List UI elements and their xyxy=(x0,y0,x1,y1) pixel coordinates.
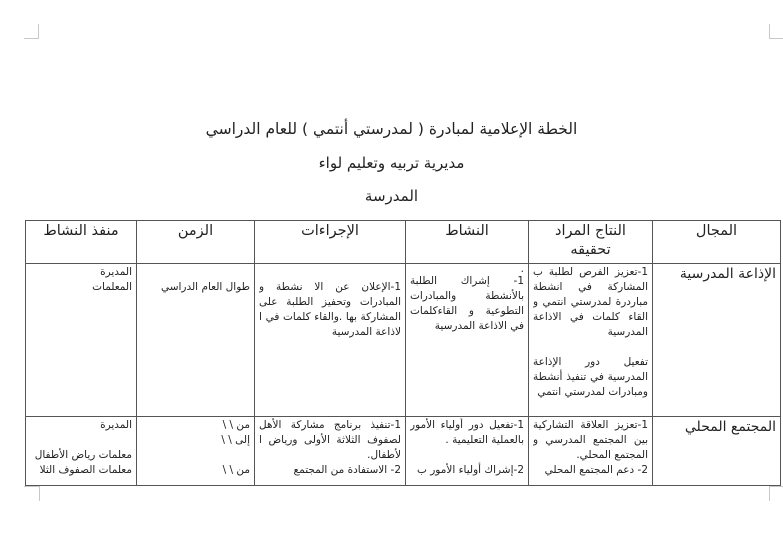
executor-cell xyxy=(26,417,137,486)
executor-text: معلمات رياض الأطفال xyxy=(34,449,132,461)
activity-text: 2-إشراك أولياء الأمور ب xyxy=(417,464,524,476)
executor-text: المعلمات xyxy=(92,281,132,293)
outcome-text: 1-تعزيز الفرص لطلبة ب المشاركة في انشطة مباردرة لمدرستي انتمي و القاء كلمات في الاذاعة المدرسية xyxy=(533,266,648,338)
time-text: إلى \ \ xyxy=(221,434,250,446)
field-cell xyxy=(653,264,781,417)
table-row xyxy=(26,264,781,417)
activity-text: 1-تفعيل دور أولياء الأمور بالعملية التعليمية . xyxy=(410,419,524,446)
procedure-cell xyxy=(255,417,406,486)
page-corner-mark xyxy=(24,486,40,501)
field-cell xyxy=(653,417,781,486)
school-label: المدرسة xyxy=(364,187,419,205)
outcome-cell xyxy=(529,264,653,417)
header-executor: منفذ النشاط xyxy=(26,221,137,264)
outcome-text: 2- دعم المجتمع المحلي xyxy=(544,464,648,476)
header-procedures: الإجراءات xyxy=(255,221,406,264)
header-activity: النشاط xyxy=(406,221,529,264)
field-text: الإذاعة المدرسية xyxy=(679,266,776,282)
page-corner-mark xyxy=(769,486,783,501)
outcome-text: 1-تعزيز العلاقة التشاركية بين المجتمع المدرسي و المجتمع المحلي. xyxy=(533,419,648,461)
outcome-cell xyxy=(529,417,653,486)
time-cell xyxy=(137,264,255,417)
procedure-text: 2- الاستفادة من المجتمع xyxy=(293,464,401,476)
page-corner-mark xyxy=(24,24,39,39)
activity-cell xyxy=(406,417,529,486)
table-row xyxy=(26,417,781,486)
executor-text: المديرة xyxy=(100,266,132,278)
activity-text: 1- إشراك الطلبة بالأنشطة والمبادرات التطوعية و القاءكلمات في الاذاعة المدرسية xyxy=(410,275,524,332)
page-corner-mark xyxy=(769,24,783,39)
media-plan-table xyxy=(25,220,781,486)
header-field: المجال xyxy=(653,221,781,264)
activity-marker: . xyxy=(520,265,524,275)
activity-cell xyxy=(406,264,529,417)
field-text: المجتمع المحلي xyxy=(684,419,776,435)
time-text: طوال العام الدراسي xyxy=(160,281,250,293)
procedure-cell xyxy=(255,264,406,417)
outcome-text: تفعيل دور الإذاعة المدرسية في تنفيذ أنشطة ومبادرات لمدرستي انتمي xyxy=(533,356,648,398)
executor-cell xyxy=(26,264,137,417)
time-text: من \ \ xyxy=(222,464,250,476)
procedure-text: 1-الإعلان عن الا نشطة و المبادرات وتحفيز الطلبة على المشاركة بها .والقاء كلمات في ا لاذاعة المدرسية xyxy=(259,281,401,338)
procedure-text: 1-تنفيذ برنامج مشاركة الأهل لصفوف الثلاثة الأولى ورياض ا لأطفال. xyxy=(259,419,401,461)
executor-text: المديرة xyxy=(100,419,132,431)
document-subtitle: مديرية تربيه وتعليم لواء xyxy=(318,154,465,172)
executor-text: معلمات الصفوف الثلا xyxy=(39,464,132,476)
table-header-row xyxy=(26,221,781,264)
document-title: الخطة الإعلامية لمبادرة ( لمدرستي أنتمي ) للعام الدراسي xyxy=(205,120,578,138)
header-time: الزمن xyxy=(137,221,255,264)
time-text: من \ \ xyxy=(222,419,250,431)
time-cell xyxy=(137,417,255,486)
header-outcome: النتاج المراد تحقيقه xyxy=(529,221,653,264)
